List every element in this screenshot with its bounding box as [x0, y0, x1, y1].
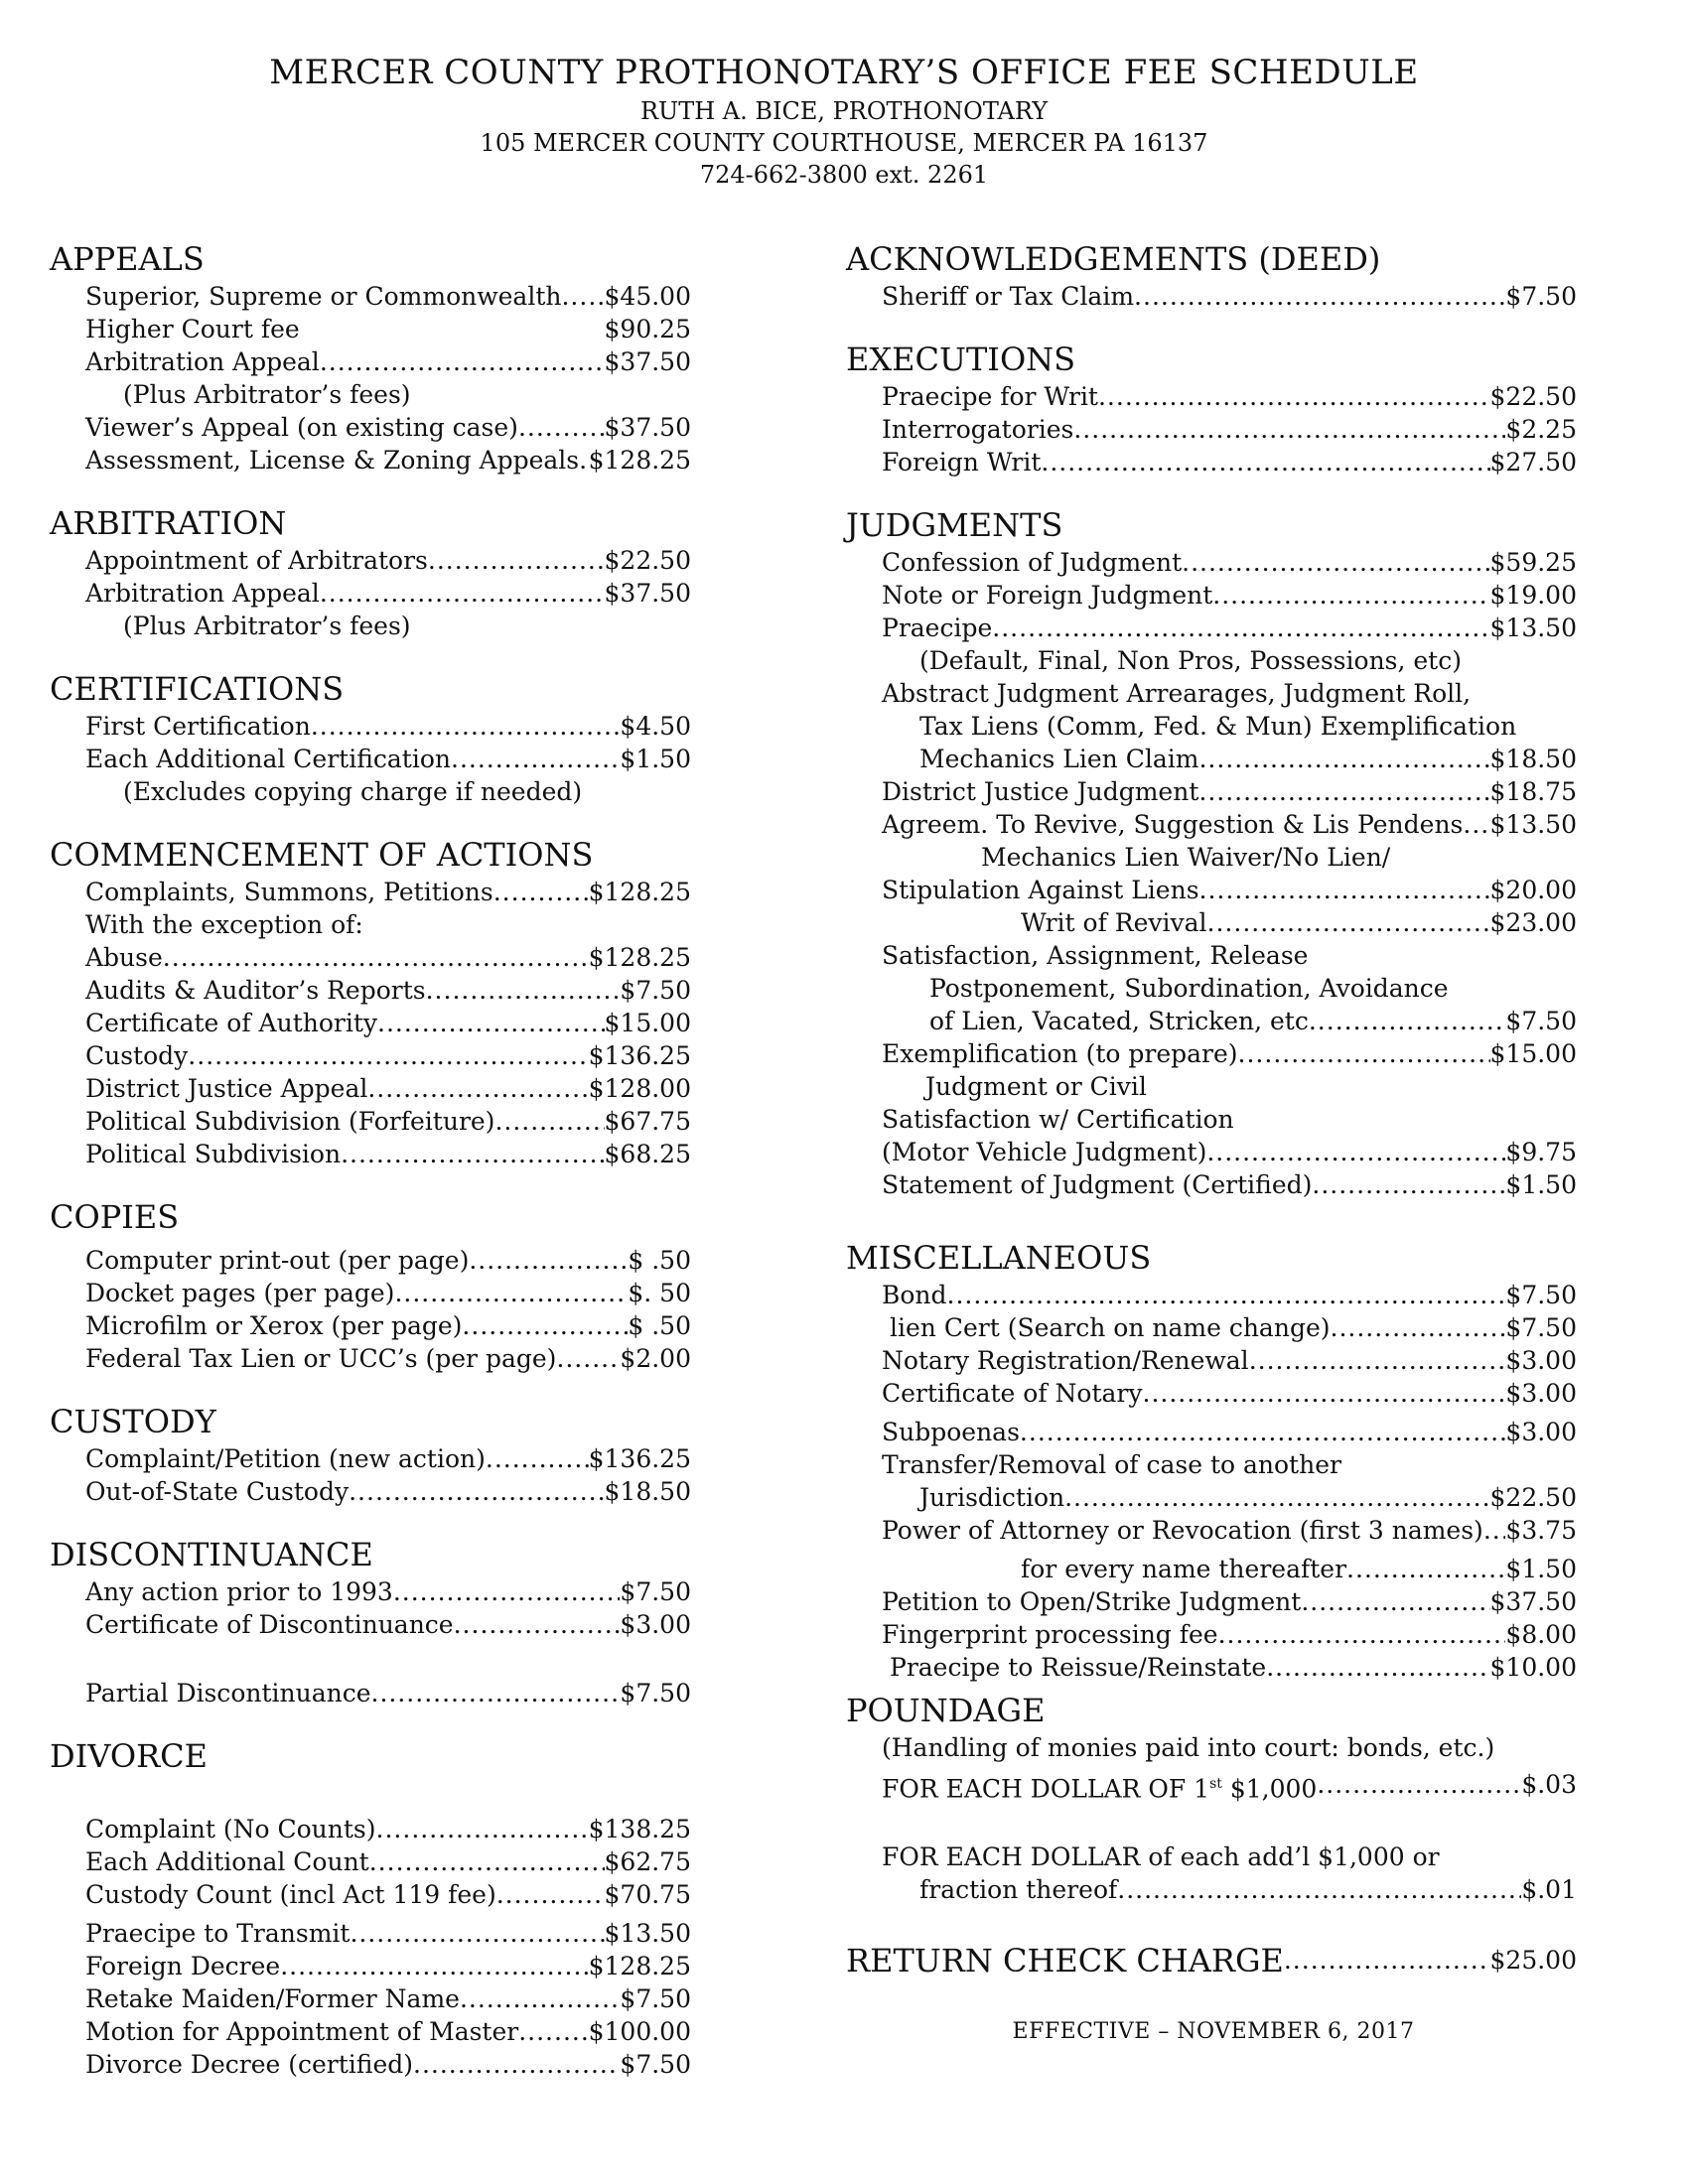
fee-amount: $128.25	[588, 878, 691, 906]
fee-row: Praecipe to Reissue/Reinstate ..... $10.00	[882, 1651, 1577, 1684]
fee-amount: $22.50	[604, 546, 691, 575]
fee-amount: $128.25	[588, 1952, 691, 1980]
fee-text: Satisfaction w/ Certification	[882, 1105, 1234, 1134]
fee-row: Stipulation Against Liens ..... $20.00	[882, 874, 1577, 906]
section-judgments	[846, 504, 1581, 1201]
fee-amount: $18.50	[1489, 745, 1577, 773]
fee-row: Viewer’s Appeal (on existing case) ..... $37.50	[85, 411, 691, 444]
fee-text: Tax Liens (Comm, Fed. & Mun) Exemplification	[919, 712, 1517, 741]
fee-amount: $15.00	[604, 1009, 691, 1037]
fee-row: Praecipe ..... $13.50	[882, 612, 1577, 644]
fee-amount: $18.75	[1489, 777, 1577, 806]
fee-amount: $ .50	[628, 1311, 691, 1340]
fee-amount: $90.25	[604, 315, 691, 343]
section-copies	[50, 1196, 745, 1375]
fee-text: Mechanics Lien Waiver/No Lien/	[981, 843, 1391, 872]
fee-amount: $25.00	[1489, 1946, 1577, 1976]
fee-row: Fingerprint processing fee ..... $8.00	[882, 1618, 1577, 1651]
fee-amount: $ .50	[628, 1246, 691, 1275]
section-custody	[50, 1401, 745, 1508]
fee-row: Motion for Appointment of Master ..... $100.00	[85, 2015, 691, 2048]
fee-row: Assessment, License & Zoning Appeals ..... $128.25	[85, 444, 691, 477]
section-title: POUNDAGE	[846, 1692, 1046, 1729]
fee-row: Divorce Decree (certified) ..... $7.50	[85, 2048, 691, 2081]
fee-amount: $2.00	[620, 1344, 691, 1373]
fee-note: (Default, Final, Non Pros, Possessions, etc)	[919, 646, 1462, 675]
fee-amount: $37.50	[604, 579, 691, 608]
fee-row: Complaint (No Counts) ..... $138.25	[85, 1813, 691, 1845]
fee-amount: $10.00	[1489, 1653, 1577, 1682]
fee-amount: $20.00	[1489, 876, 1577, 904]
fee-row: Any action prior to 1993 ..... $7.50	[85, 1575, 691, 1608]
fee-note: (Plus Arbitrator’s fees)	[123, 380, 411, 409]
effective-date: EFFECTIVE – NOVEMBER 6, 2017	[1012, 2019, 1415, 2045]
fee-row: Arbitration Appeal ..... $37.50	[85, 577, 691, 610]
section-title: CUSTODY	[50, 1403, 216, 1440]
section-title: ARBITRATION	[50, 504, 287, 542]
fee-amount: $37.50	[604, 347, 691, 376]
section-title: DISCONTINUANCE	[50, 1536, 373, 1573]
fee-row: Political Subdivision ..... $68.25	[85, 1138, 691, 1170]
fee-amount: $3.00	[1505, 1379, 1577, 1408]
fee-amount: $3.75	[1505, 1516, 1577, 1545]
section-title: CERTIFICATIONS	[50, 670, 345, 708]
fee-row: Foreign Decree ..... $128.25	[85, 1950, 691, 1982]
fee-amount: $7.50	[1505, 282, 1577, 311]
fee-amount: $19.00	[1489, 581, 1577, 610]
fee-amount: $128.25	[588, 943, 691, 972]
fee-row: Complaint/Petition (new action) ..... $136.25	[85, 1442, 691, 1475]
fee-row: Superior, Supreme or Commonwealth ..... $45.00	[85, 280, 691, 313]
section-appeals	[50, 238, 745, 477]
fee-row: Audits & Auditor’s Reports ..... $7.50	[85, 974, 691, 1007]
fee-row: Computer print-out (per page) ..... $ .50	[85, 1244, 691, 1277]
fee-row: fraction thereof ..... $.01	[882, 1873, 1577, 1906]
fee-amount: $7.50	[620, 976, 691, 1005]
fee-amount: $3.00	[1505, 1346, 1577, 1375]
fee-row: (Motor Vehicle Judgment) ..... $9.75	[882, 1136, 1577, 1168]
fee-note: (Excludes copying charge if needed)	[123, 777, 583, 806]
fee-amount: $23.00	[1489, 908, 1577, 937]
fee-amount: $3.00	[1505, 1418, 1577, 1446]
section-title: ACKNOWLEDGEMENTS (DEED)	[846, 240, 1381, 278]
fee-amount: $13.50	[1489, 810, 1577, 839]
fee-amount: $8.00	[1505, 1620, 1577, 1649]
fee-amount: $136.25	[588, 1444, 691, 1473]
fee-text: Satisfaction, Assignment, Release	[882, 941, 1309, 970]
section-title: APPEALS	[50, 240, 205, 278]
fee-row: Petition to Open/Strike Judgment ..... $37.50	[882, 1585, 1577, 1618]
right-column	[846, 238, 1581, 2044]
fee-row: Microfilm or Xerox (per page) ..... $ .50	[85, 1309, 691, 1342]
fee-text: Abstract Judgment Arrearages, Judgment Roll,	[882, 679, 1472, 708]
fee-amount: $100.00	[588, 2017, 691, 2046]
fee-amount: $1.50	[1505, 1555, 1577, 1583]
document-title: MERCER COUNTY PROTHONOTARY’S OFFICE FEE SCHEDULE	[269, 53, 1419, 92]
left-column	[50, 238, 745, 2107]
fee-amount: $27.50	[1489, 448, 1577, 477]
fee-amount: $. 50	[628, 1279, 691, 1307]
fee-amount: $9.75	[1505, 1138, 1577, 1166]
fee-text: FOR EACH DOLLAR of each add’l $1,000 or	[882, 1843, 1440, 1872]
fee-amount: $2.25	[1505, 415, 1577, 444]
fee-amount: $15.00	[1489, 1039, 1577, 1068]
fee-row: Jurisdiction ..... $22.50	[882, 1481, 1577, 1514]
section-title: COPIES	[50, 1198, 180, 1236]
fee-amount: $136.25	[588, 1041, 691, 1070]
fee-row: Praecipe for Writ ..... $22.50	[882, 380, 1577, 413]
fee-row: Subpoenas ..... $3.00	[882, 1416, 1577, 1448]
fee-amount: $13.50	[604, 1919, 691, 1948]
fee-row: Partial Discontinuance ..... $7.50	[85, 1677, 691, 1709]
fee-row: Certificate of Notary ..... $3.00	[882, 1377, 1577, 1410]
section-title: EXECUTIONS	[846, 341, 1076, 378]
fee-amount: $7.50	[620, 2050, 691, 2079]
fee-row: Retake Maiden/Former Name ..... $7.50	[85, 1982, 691, 2015]
fee-row: Docket pages (per page) ..... $. 50	[85, 1277, 691, 1309]
fee-amount: $13.50	[1489, 614, 1577, 642]
fee-row: District Justice Appeal ..... $128.00	[85, 1072, 691, 1105]
fee-row: Certificate of Discontinuance ..... $3.00	[85, 1608, 691, 1641]
section-commencement-of-actions	[50, 834, 745, 1170]
fee-row: FOR EACH DOLLAR OF 1st $1,000 ..... $.03	[882, 1768, 1577, 1805]
fee-amount: $4.50	[620, 712, 691, 741]
fee-note: (Handling of monies paid into court: bonds, etc.)	[882, 1733, 1495, 1762]
fee-amount: $128.00	[588, 1074, 691, 1103]
fee-row: Out-of-State Custody ..... $18.50	[85, 1475, 691, 1508]
return-check-charge: RETURN CHECK CHARGE ..... $25.00	[846, 1940, 1577, 1981]
section-title: JUDGMENTS	[846, 506, 1063, 544]
fee-row: Interrogatories ..... $2.25	[882, 413, 1577, 446]
prothonotary-name: RUTH A. BICE, PROTHONOTARY	[639, 97, 1049, 125]
fee-amount: $68.25	[604, 1140, 691, 1168]
fee-text: Transfer/Removal of case to another	[882, 1450, 1341, 1479]
fee-amount: $7.50	[1505, 1007, 1577, 1035]
fee-amount: $1.50	[620, 745, 691, 773]
fee-row: Each Additional Count ..... $62.75	[85, 1845, 691, 1878]
fee-amount: $3.00	[620, 1610, 691, 1639]
fee-row: Arbitration Appeal ..... $37.50	[85, 345, 691, 378]
fee-row: Exemplification (to prepare) ..... $15.00	[882, 1037, 1577, 1070]
fee-row: Each Additional Certification ..... $1.50	[85, 743, 691, 775]
fee-row: Bond ..... $7.50	[882, 1279, 1577, 1311]
office-address: 105 MERCER COUNTY COURTHOUSE, MERCER PA 16137	[480, 129, 1208, 157]
fee-amount: $45.00	[604, 282, 691, 311]
fee-row: Certificate of Authority ..... $15.00	[85, 1007, 691, 1039]
fee-row: Praecipe to Transmit ..... $13.50	[85, 1917, 691, 1950]
section-discontinuance	[50, 1534, 745, 1709]
fee-row: Higher Court fee $90.25	[85, 315, 691, 343]
fee-amount: $62.75	[604, 1847, 691, 1876]
fee-row: Statement of Judgment (Certified) ..... $1.50	[882, 1168, 1577, 1201]
fee-amount: $7.50	[1505, 1281, 1577, 1309]
fee-note: (Plus Arbitrator’s fees)	[123, 612, 411, 640]
fee-amount: $18.50	[604, 1477, 691, 1506]
fee-amount: $128.25	[588, 446, 691, 475]
section-certifications	[50, 668, 745, 808]
fee-amount: $70.75	[604, 1880, 691, 1909]
section-acknowledgements	[846, 238, 1581, 313]
fee-amount: $1.50	[1505, 1170, 1577, 1199]
section-title: MISCELLANEOUS	[846, 1239, 1152, 1277]
fee-note: With the exception of:	[85, 910, 363, 939]
fee-row: District Justice Judgment ..... $18.75	[882, 775, 1577, 808]
fee-amount: $138.25	[588, 1815, 691, 1843]
fee-row: Abuse ..... $128.25	[85, 941, 691, 974]
fee-amount: $67.75	[604, 1107, 691, 1136]
fee-amount: $37.50	[604, 413, 691, 442]
section-poundage	[846, 1690, 1581, 1906]
fee-amount: $.01	[1521, 1875, 1577, 1905]
fee-amount: $22.50	[1489, 1483, 1577, 1512]
section-divorce	[50, 1735, 745, 2081]
section-executions	[846, 339, 1581, 478]
fee-amount: $.03	[1521, 1770, 1577, 1799]
fee-amount: $22.50	[1489, 382, 1577, 411]
office-phone: 724-662-3800 ext. 2261	[699, 161, 989, 189]
fee-row: Notary Registration/Renewal ..... $3.00	[882, 1344, 1577, 1377]
fee-row: Power of Attorney or Revocation (first 3 names) ..... $3.75	[882, 1514, 1577, 1547]
fee-row: Custody ..... $136.25	[85, 1039, 691, 1072]
fee-row: Complaints, Summons, Petitions ..... $128.25	[85, 876, 691, 908]
fee-row: Appointment of Arbitrators ..... $22.50	[85, 544, 691, 577]
document-header	[0, 50, 1688, 191]
fee-amount: $7.50	[620, 1577, 691, 1606]
fee-row: Writ of Revival ..... $23.00	[882, 906, 1577, 939]
fee-amount: $7.50	[620, 1984, 691, 2013]
fee-row: for every name thereafter ..... $1.50	[882, 1553, 1577, 1585]
fee-note: Judgment or Civil	[925, 1072, 1147, 1101]
fee-amount: $7.50	[1505, 1313, 1577, 1342]
section-title: DIVORCE	[50, 1737, 209, 1775]
fee-row: Political Subdivision (Forfeiture) ..... $67.75	[85, 1105, 691, 1138]
fee-row: Confession of Judgment ..... $59.25	[882, 546, 1577, 579]
section-arbitration	[50, 502, 745, 642]
fee-row: Sheriff or Tax Claim ..... $7.50	[882, 280, 1577, 313]
section-miscellaneous	[846, 1237, 1581, 1684]
fee-row: Federal Tax Lien or UCC’s (per page) ..... $2.00	[85, 1342, 691, 1375]
fee-amount: $7.50	[620, 1679, 691, 1707]
fee-row: First Certification ..... $4.50	[85, 710, 691, 743]
fee-row: lien Cert (Search on name change) ..... $7.50	[882, 1311, 1577, 1344]
fee-row: of Lien, Vacated, Stricken, etc ..... $7.50	[882, 1005, 1577, 1037]
fee-row: Note or Foreign Judgment ..... $19.00	[882, 579, 1577, 612]
fee-row: Mechanics Lien Claim ..... $18.50	[882, 743, 1577, 775]
fee-amount: $59.25	[1489, 548, 1577, 577]
fee-row: Foreign Writ ..... $27.50	[882, 446, 1577, 478]
fee-text: Postponement, Subordination, Avoidance	[929, 974, 1449, 1003]
fee-row: Custody Count (incl Act 119 fee) ..... $70.75	[85, 1878, 691, 1911]
section-title: COMMENCEMENT OF ACTIONS	[50, 836, 594, 874]
fee-row: Agreem. To Revive, Suggestion & Lis Pendens ..... $13.50	[882, 808, 1577, 841]
fee-amount: $37.50	[1489, 1587, 1577, 1616]
